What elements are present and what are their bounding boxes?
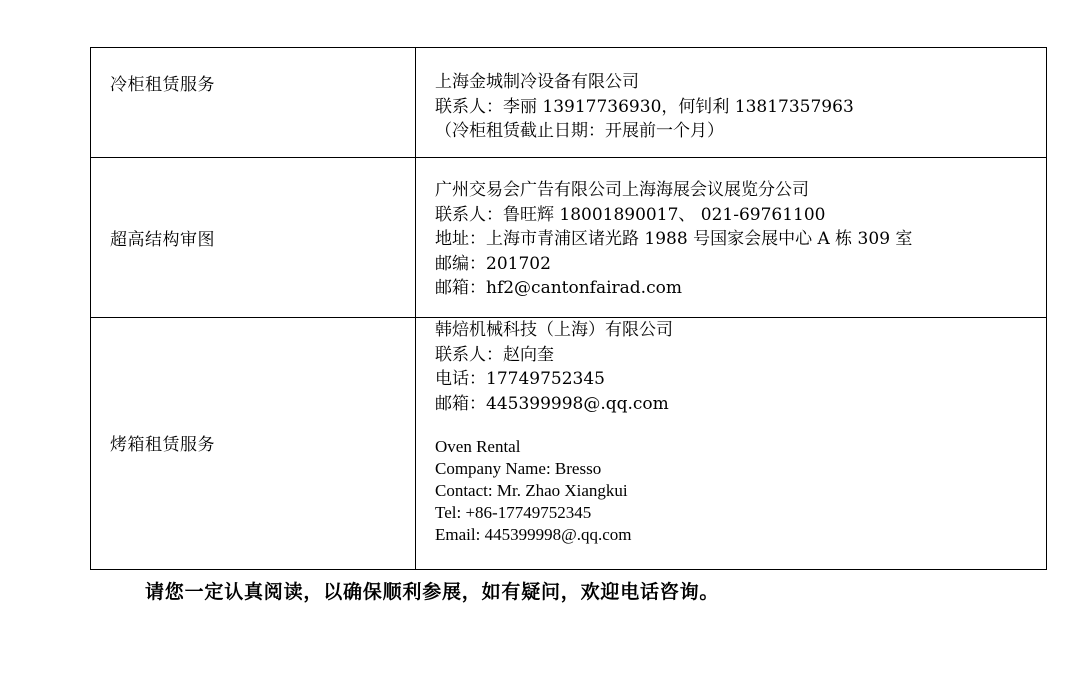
english-contact: Contact: Mr. Zhao Xiangkui — [435, 481, 628, 500]
row-label: 冷柜租赁服务 — [110, 75, 215, 95]
email-line: 邮箱：hf2@cantonfairad.com — [435, 278, 682, 298]
table-row — [91, 318, 1046, 570]
company-name: 韩焙机械科技（上海）有限公司 — [435, 320, 673, 340]
deadline-note: （冷柜租赁截止日期：开展前一个月） — [435, 121, 724, 141]
company-name: 上海金城制冷设备有限公司 — [435, 72, 639, 92]
english-tel: Tel: +86-17749752345 — [435, 503, 592, 522]
column-divider — [415, 48, 416, 157]
footer-note: 请您一定认真阅读，以确保顺利参展，如有疑问，欢迎电话咨询。 — [145, 581, 720, 603]
row-label: 烤箱租赁服务 — [110, 435, 215, 455]
service-contact-table — [90, 47, 1047, 570]
contact-line: 联系人：鲁旺辉 18001890017、 021-69761100 — [435, 204, 826, 225]
postcode-line: 邮编：201702 — [435, 253, 551, 274]
phone-line: 电话：17749752345 — [435, 369, 605, 389]
company-name: 广州交易会广告有限公司上海海展会议展览分公司 — [435, 180, 809, 200]
column-divider — [415, 318, 416, 570]
english-company-name: Company Name: Bresso — [435, 459, 602, 478]
english-contact-block — [435, 436, 1036, 546]
address-line: 地址：上海市青浦区诸光路 1988 号国家会展中心 A 栋 309 室 — [435, 229, 913, 249]
email-line: 邮箱：445399998@.qq.com — [435, 393, 669, 414]
column-divider — [415, 158, 416, 317]
row-content — [435, 318, 1036, 546]
contact-line: 联系人：李丽 13917736930，何钊利 13817357963 — [435, 96, 854, 117]
row-content — [435, 70, 1036, 144]
english-email: Email: 445399998@.qq.com — [435, 525, 632, 544]
table-row — [91, 158, 1046, 318]
english-service-title: Oven Rental — [435, 437, 521, 456]
row-label: 超高结构审图 — [110, 230, 215, 250]
contact-line: 联系人：赵向奎 — [435, 344, 554, 365]
table-row — [91, 48, 1046, 158]
row-content — [435, 178, 1036, 301]
